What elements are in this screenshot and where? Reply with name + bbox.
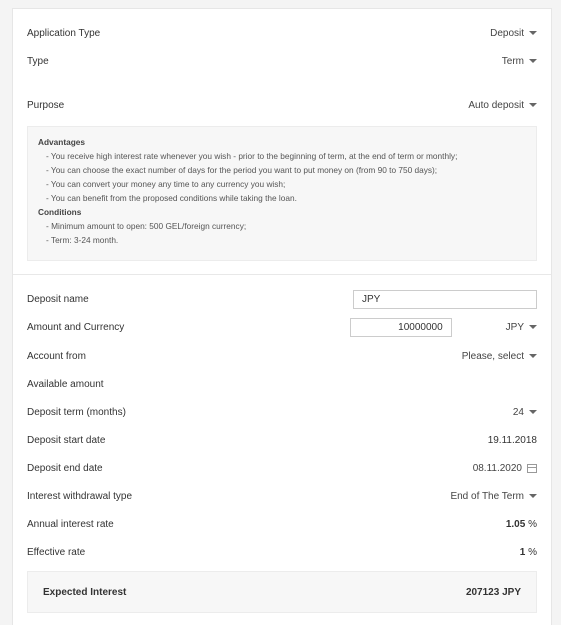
amount-currency-group (350, 318, 537, 337)
type-row (27, 53, 537, 69)
withdrawal-type-value: End of The Term (450, 490, 524, 502)
available-amount-label: Available amount (27, 378, 104, 390)
effective-rate-value: 1 (519, 546, 526, 558)
end-date-value: 08.11.2020 (472, 462, 522, 474)
withdrawal-type-row (27, 488, 537, 504)
deposit-name-row (27, 289, 537, 309)
account-from-dropdown[interactable] (462, 351, 537, 362)
purpose-value: Auto deposit (468, 99, 524, 111)
application-type-label: Application Type (27, 27, 101, 39)
effective-rate-unit: % (528, 546, 537, 558)
chevron-down-icon (529, 31, 537, 35)
advantage-item: - You can convert your money any time to any currency you wish; (46, 179, 286, 189)
conditions-title: Conditions (38, 207, 82, 217)
effective-rate-row (27, 544, 537, 560)
deposit-term-row (27, 404, 537, 420)
advantage-item: - You can choose the exact number of days for the period you want to put money on (from 90 to 750 days); (46, 165, 438, 175)
expected-interest-value: 207123 JPY (465, 586, 521, 598)
annual-rate-display (506, 519, 537, 530)
type-value: Term (501, 55, 524, 67)
end-date-picker[interactable] (473, 463, 537, 474)
purpose-row (27, 97, 537, 113)
application-type-value: Deposit (490, 27, 524, 39)
account-from-placeholder: Please, select (461, 350, 524, 362)
purpose-dropdown[interactable] (468, 100, 537, 111)
expected-interest-panel (27, 571, 537, 613)
condition-item: - Term: 3-24 month. (46, 235, 119, 245)
divider (13, 274, 551, 275)
deposit-term-value: 24 (512, 406, 524, 418)
annual-rate-row (27, 516, 537, 532)
annual-rate-label: Annual interest rate (27, 518, 114, 530)
application-type-dropdown[interactable] (490, 28, 537, 39)
purpose-label: Purpose (27, 99, 65, 111)
annual-rate-value: 1.05 (505, 518, 526, 530)
application-type-row (27, 25, 537, 41)
deposit-name-input[interactable]: JPY (353, 290, 537, 309)
deposit-term-dropdown[interactable] (513, 407, 537, 418)
withdrawal-type-label: Interest withdrawal type (27, 490, 133, 502)
amount-input[interactable]: 10000000 (350, 318, 452, 337)
type-dropdown[interactable] (502, 56, 537, 67)
chevron-down-icon (529, 410, 537, 414)
advantage-item: - You receive high interest rate whenever you wish - prior to the beginning of term, at the end of term or monthly; (46, 151, 458, 161)
annual-rate-unit: % (528, 518, 537, 530)
start-date-value: 19.11.2018 (487, 434, 537, 446)
chevron-down-icon (529, 354, 537, 358)
chevron-down-icon (529, 103, 537, 107)
advantages-title: Advantages (38, 137, 86, 147)
chevron-down-icon (529, 325, 537, 329)
currency-dropdown[interactable] (506, 322, 537, 333)
start-date-row (27, 432, 537, 448)
deposit-term-label: Deposit term (months) (27, 406, 126, 418)
effective-rate-display (520, 547, 537, 558)
amount-currency-row (27, 317, 537, 337)
amount-currency-label: Amount and Currency (27, 321, 125, 333)
advantage-item: - You can benefit from the proposed conditions while taking the loan. (46, 193, 297, 203)
available-amount-row (27, 376, 537, 392)
chevron-down-icon (529, 494, 537, 498)
withdrawal-type-dropdown[interactable] (450, 491, 537, 502)
account-from-row (27, 348, 537, 364)
info-box (27, 126, 537, 261)
start-date-label: Deposit start date (27, 434, 106, 446)
type-label: Type (27, 55, 49, 67)
end-date-row (27, 460, 537, 476)
chevron-down-icon (529, 59, 537, 63)
deposit-form-card (12, 8, 552, 625)
currency-value: JPY (505, 321, 524, 333)
account-from-label: Account from (27, 350, 86, 362)
calendar-icon[interactable] (527, 464, 537, 473)
deposit-name-label: Deposit name (27, 293, 89, 305)
end-date-label: Deposit end date (27, 462, 103, 474)
effective-rate-label: Effective rate (27, 546, 86, 558)
condition-item: - Minimum amount to open: 500 GEL/foreign currency; (46, 221, 247, 231)
expected-interest-label: Expected Interest (43, 586, 127, 598)
